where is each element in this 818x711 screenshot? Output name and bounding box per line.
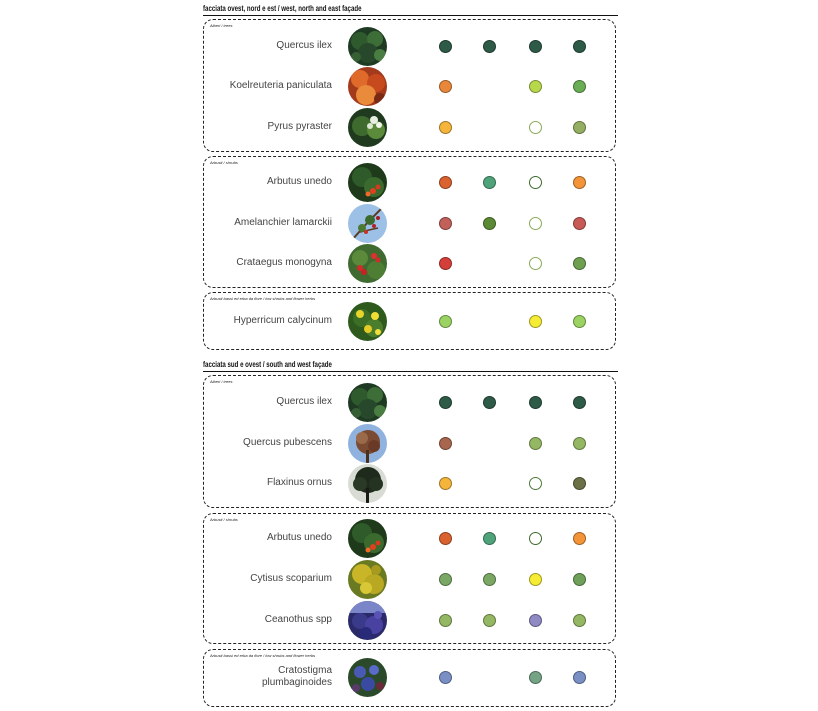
section-header-south-west — [203, 357, 618, 372]
indicator-dot — [529, 477, 542, 490]
indicator-dot — [573, 396, 586, 409]
indicator-dot — [573, 315, 586, 328]
group-label: Arbusti bassi ed erba da fiore / low shrubs and flower herbs — [210, 653, 316, 658]
plant-photo-quercus-pubescens — [348, 424, 387, 463]
indicator-dot — [573, 671, 586, 684]
plant-photo-crataegus — [348, 244, 387, 283]
indicator-dot — [573, 217, 586, 230]
plant-row — [204, 657, 615, 697]
indicator-dot — [439, 315, 452, 328]
plant-name: Arbutus unedo — [266, 532, 332, 543]
plant-name: Crataegus monogyna — [236, 257, 332, 268]
indicator-dot — [439, 80, 452, 93]
indicator-dot — [529, 671, 542, 684]
indicator-dot — [483, 573, 496, 586]
indicator-dot — [529, 532, 542, 545]
plant-row — [204, 559, 615, 599]
indicator-dot — [529, 40, 542, 53]
plant-row — [204, 423, 615, 463]
group-label: Arbusti / shrubs — [210, 160, 238, 165]
indicator-dot — [529, 396, 542, 409]
indicator-dot — [439, 396, 452, 409]
plant-row — [204, 301, 615, 341]
indicator-dot — [439, 437, 452, 450]
plant-photo-ceratostigma — [348, 658, 387, 697]
indicator-dot — [483, 396, 496, 409]
section-header-west-north-east — [203, 1, 618, 16]
indicator-dot — [439, 217, 452, 230]
plant-name: Cytisus scoparium — [250, 573, 332, 584]
indicator-dot — [483, 614, 496, 627]
plant-photo-pyrus — [348, 108, 387, 147]
group-low-shrubs-south — [203, 649, 616, 707]
indicator-dot — [573, 614, 586, 627]
plant-photo-quercus-ilex — [348, 27, 387, 66]
plant-photo-quercus-ilex — [348, 383, 387, 422]
indicator-dot — [529, 437, 542, 450]
section-title: facciata sud e ovest / south and west façade — [203, 359, 332, 369]
plant-name: Koelreuteria paniculata — [229, 80, 332, 91]
plant-row — [204, 600, 615, 640]
indicator-dot — [529, 80, 542, 93]
plant-name: Quercus ilex — [276, 40, 332, 51]
indicator-dot — [529, 121, 542, 134]
plant-name: Cratostigma plumbaginoides — [261, 665, 332, 688]
section-title: facciata ovest, nord e est / west, north and east façade — [203, 3, 362, 13]
indicator-dot — [573, 477, 586, 490]
indicator-dot — [573, 40, 586, 53]
indicator-dot — [573, 176, 586, 189]
plant-photo-amelanchier — [348, 204, 387, 243]
group-shrubs-south — [203, 513, 616, 644]
indicator-dot — [573, 80, 586, 93]
indicator-dot — [439, 614, 452, 627]
plant-photo-hypericum — [348, 302, 387, 341]
plant-name: Flaxinus ornus — [266, 477, 332, 488]
indicator-dot — [439, 477, 452, 490]
plant-photo-ceanothus — [348, 601, 387, 640]
plant-photo-arbutus — [348, 519, 387, 558]
plant-name: Quercus pubescens — [243, 437, 332, 448]
group-label: Alberi / trees — [210, 379, 233, 384]
group-label: Alberi / trees — [210, 23, 233, 28]
indicator-dot — [573, 573, 586, 586]
plant-name: Hyperricum calycinum — [233, 315, 332, 326]
plant-row — [204, 66, 615, 106]
indicator-dot — [439, 40, 452, 53]
group-shrubs-west — [203, 156, 616, 288]
plant-row — [204, 518, 615, 558]
indicator-dot — [439, 176, 452, 189]
indicator-dot — [439, 121, 452, 134]
group-low-shrubs-west — [203, 292, 616, 350]
group-trees-south — [203, 375, 616, 508]
indicator-dot — [439, 671, 452, 684]
plant-photo-cytisus — [348, 560, 387, 599]
indicator-dot — [529, 573, 542, 586]
plant-name: Arbutus unedo — [266, 176, 332, 187]
plant-photo-arbutus — [348, 163, 387, 202]
indicator-dot — [483, 532, 496, 545]
plant-row — [204, 107, 615, 147]
plant-row — [204, 243, 615, 283]
indicator-dot — [529, 176, 542, 189]
plant-photo-koelreuteria — [348, 67, 387, 106]
indicator-dot — [483, 40, 496, 53]
indicator-dot — [573, 437, 586, 450]
plant-row — [204, 162, 615, 202]
indicator-dot — [439, 532, 452, 545]
indicator-dot — [483, 217, 496, 230]
group-trees-west — [203, 19, 616, 152]
indicator-dot — [529, 614, 542, 627]
indicator-dot — [439, 573, 452, 586]
indicator-dot — [529, 217, 542, 230]
indicator-dot — [529, 315, 542, 328]
indicator-dot — [483, 176, 496, 189]
plant-photo-fraxinus — [348, 464, 387, 503]
plant-row — [204, 203, 615, 243]
indicator-dot — [439, 257, 452, 270]
indicator-dot — [573, 532, 586, 545]
plant-row — [204, 463, 615, 503]
plant-name: Quercus ilex — [276, 396, 332, 407]
plant-name: Amelanchier lamarckii — [234, 217, 332, 228]
indicator-dot — [573, 257, 586, 270]
indicator-dot — [529, 257, 542, 270]
indicator-dot — [573, 121, 586, 134]
plant-name: Pyrus pyraster — [267, 121, 332, 132]
group-label: Arbusti / shrubs — [210, 517, 238, 522]
group-label: Arbusti bassi ed erba da fiore / low shrubs and flower herbs — [210, 296, 316, 301]
plant-name: Ceanothus spp — [264, 614, 332, 625]
